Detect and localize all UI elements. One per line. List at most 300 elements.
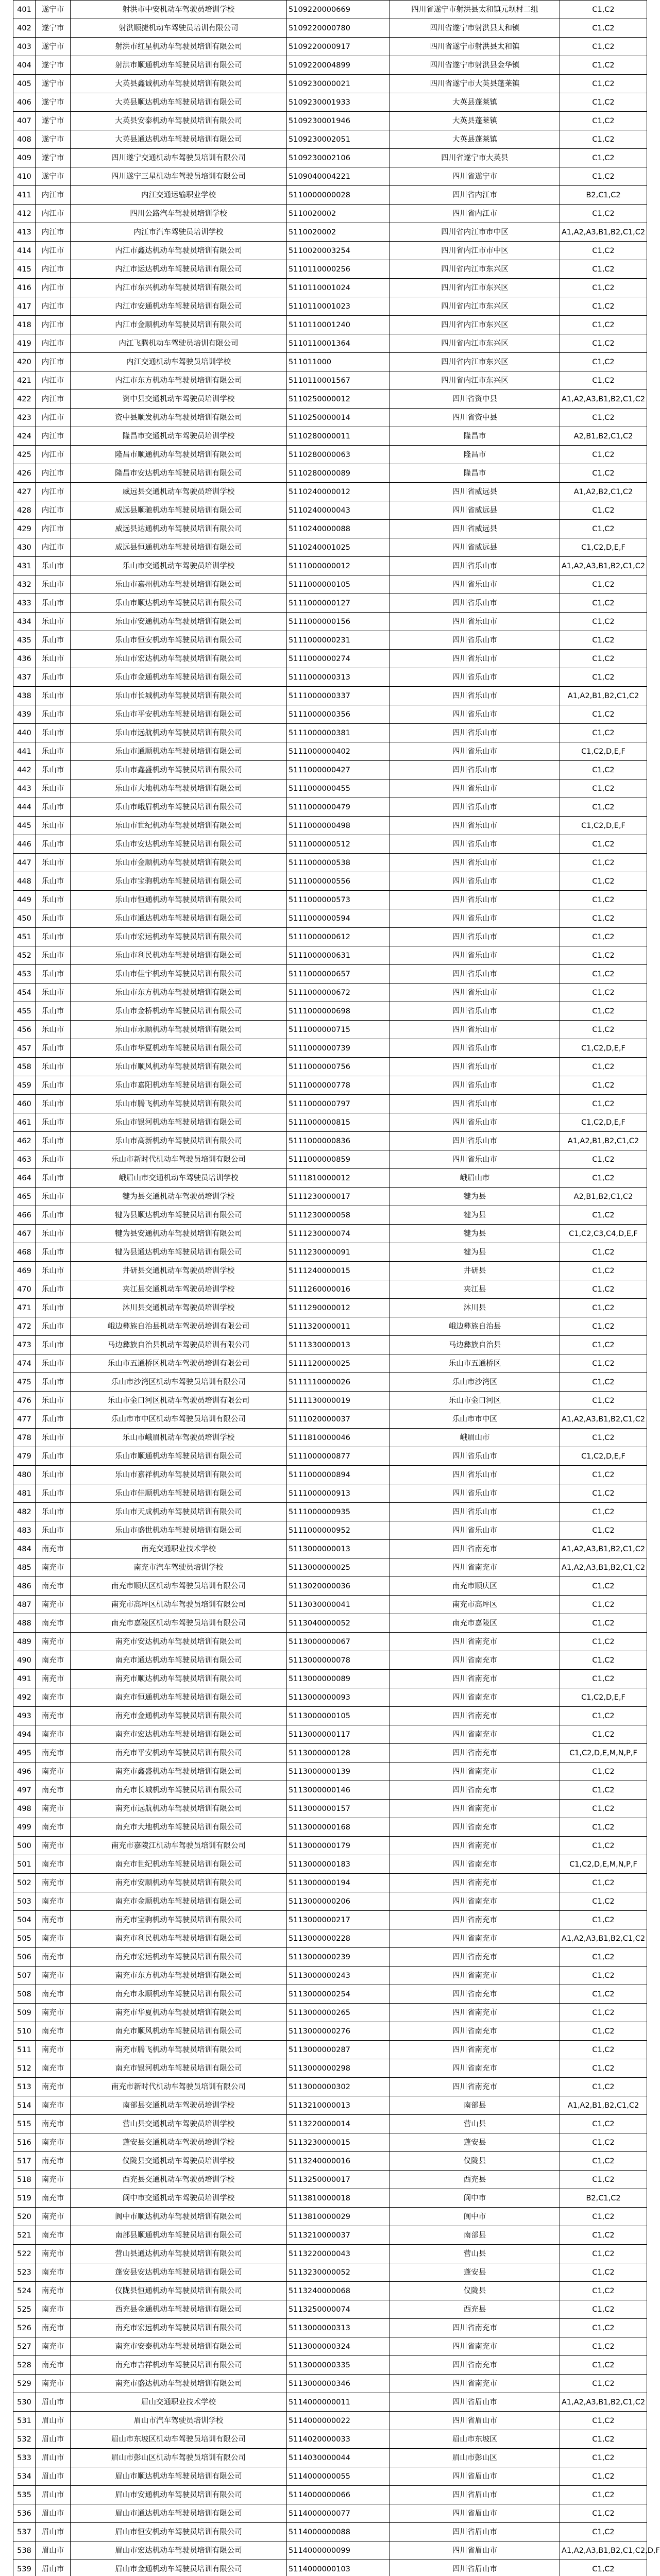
cell-school-name: 峨边彝族自治县机动车驾驶员培训有限公司 — [71, 1317, 287, 1336]
cell-city: 内江市 — [36, 242, 71, 260]
cell-address: 马边彝族自治县 — [390, 1336, 560, 1354]
cell-school-name: 南充市通达机动车驾驶员培训有限公司 — [71, 1651, 287, 1670]
cell-city: 内江市 — [36, 353, 71, 371]
table-row — [13, 2189, 647, 2208]
cell-address: 仪陇县 — [390, 2282, 560, 2300]
cell-city: 南充市 — [36, 2337, 71, 2356]
cell-index: 431 — [13, 557, 36, 575]
table-row — [13, 2041, 647, 2059]
cell-city: 遂宁市 — [36, 19, 71, 38]
table-row — [13, 1967, 647, 1985]
table-row — [13, 631, 647, 650]
cell-index: 416 — [13, 279, 36, 297]
cell-index: 501 — [13, 1855, 36, 1874]
cell-address: 四川省眉山市 — [390, 2412, 560, 2430]
cell-school-name: 犍为县顺达机动车驾驶员培训有限公司 — [71, 1206, 287, 1225]
cell-license-class: C1,C2 — [560, 501, 647, 520]
cell-school-name: 犍为县交通机动车驾驶员培训学校 — [71, 1188, 287, 1206]
cell-index: 490 — [13, 1651, 36, 1670]
cell-license-code: 5113000000194 — [287, 1874, 390, 1892]
cell-license-code: 5110110001240 — [287, 316, 390, 334]
cell-index: 424 — [13, 427, 36, 446]
cell-address: 四川省威远县 — [390, 538, 560, 557]
table-row — [13, 705, 647, 724]
cell-index: 414 — [13, 242, 36, 260]
table-row — [13, 2430, 647, 2449]
cell-license-code: 5110110000256 — [287, 260, 390, 279]
cell-address: 四川省乐山市 — [390, 946, 560, 965]
cell-license-class: C1,C2,D,E,F — [560, 1688, 647, 1707]
cell-address: 四川省乐山市 — [390, 928, 560, 946]
cell-license-class: C1,C2 — [560, 798, 647, 817]
cell-address: 四川省南充市 — [390, 1725, 560, 1744]
cell-school-name: 大英县顺达机动车驾驶员培训有限公司 — [71, 93, 287, 112]
cell-address: 四川省南充市 — [390, 1633, 560, 1651]
cell-license-class: C1,C2 — [560, 260, 647, 279]
cell-city: 乐山市 — [36, 1354, 71, 1373]
table-row — [13, 1002, 647, 1021]
cell-license-class: C1,C2 — [560, 1577, 647, 1596]
table-row — [13, 112, 647, 130]
cell-school-name: 威远县恒通机动车驾驶员培训有限公司 — [71, 538, 287, 557]
table-row — [13, 1188, 647, 1206]
table-row — [13, 742, 647, 761]
cell-license-class: C1,C2,D,E,M,N,P,F — [560, 1744, 647, 1762]
cell-city: 内江市 — [36, 186, 71, 205]
table-row — [13, 1874, 647, 1892]
cell-city: 遂宁市 — [36, 130, 71, 149]
cell-index: 457 — [13, 1039, 36, 1058]
cell-city: 南充市 — [36, 2059, 71, 2078]
cell-school-name: 乐山市金顺机动车驾驶员培训有限公司 — [71, 854, 287, 872]
table-row — [13, 1725, 647, 1744]
cell-school-name: 南充市安泰机动车驾驶员培训有限公司 — [71, 2337, 287, 2356]
cell-license-class: C1,C2 — [560, 205, 647, 223]
cell-license-code: 5114030000044 — [287, 2449, 390, 2467]
cell-address: 四川省眉山市 — [390, 2486, 560, 2504]
cell-license-code: 5111000000859 — [287, 1150, 390, 1169]
cell-address: 四川省南充市 — [390, 2356, 560, 2375]
cell-city: 乐山市 — [36, 1317, 71, 1336]
cell-license-class: C1,C2 — [560, 1243, 647, 1262]
cell-index: 482 — [13, 1503, 36, 1521]
cell-school-name: 乐山市大地机动车驾驶员培训有限公司 — [71, 779, 287, 798]
cell-license-class: C1,C2 — [560, 2282, 647, 2300]
cell-index: 477 — [13, 1410, 36, 1429]
table-row — [13, 2133, 647, 2152]
cell-school-name: 南充市鑫盛机动车驾驶员培训有限公司 — [71, 1762, 287, 1781]
cell-license-class: C1,C2 — [560, 130, 647, 149]
cell-license-class: C1,C2 — [560, 575, 647, 594]
cell-school-name: 乐山市金口河区机动车驾驶员培训有限公司 — [71, 1392, 287, 1410]
cell-license-code: 5111000000612 — [287, 928, 390, 946]
cell-license-class: C1,C2 — [560, 965, 647, 984]
cell-license-code: 5113000000157 — [287, 1800, 390, 1818]
cell-license-code: 5110280000063 — [287, 446, 390, 464]
cell-license-code: 5111000000538 — [287, 854, 390, 872]
cell-address: 四川省乐山市 — [390, 854, 560, 872]
cell-school-name: 南充市华夏机动车驾驶员培训有限公司 — [71, 2004, 287, 2022]
cell-city: 内江市 — [36, 205, 71, 223]
cell-license-code: 5114000000103 — [287, 2560, 390, 2576]
cell-index: 492 — [13, 1688, 36, 1707]
cell-license-code: 5111000000012 — [287, 557, 390, 575]
cell-city: 乐山市 — [36, 650, 71, 668]
cell-address: 四川省南充市 — [390, 1911, 560, 1929]
cell-index: 522 — [13, 2245, 36, 2263]
cell-license-code: 5111000000739 — [287, 1039, 390, 1058]
cell-address: 四川省南充市 — [390, 2041, 560, 2059]
cell-index: 428 — [13, 501, 36, 520]
cell-address: 四川省南充市 — [390, 1855, 560, 1874]
table-row — [13, 242, 647, 260]
cell-address: 四川省南充市 — [390, 2319, 560, 2337]
cell-school-name: 乐山市顺达机动车驾驶员培训有限公司 — [71, 594, 287, 613]
cell-city: 南充市 — [36, 1837, 71, 1855]
cell-license-class: C1,C2 — [560, 2245, 647, 2263]
cell-city: 乐山市 — [36, 1150, 71, 1169]
table-row — [13, 2412, 647, 2430]
cell-address: 四川省乐山市 — [390, 872, 560, 891]
table-row — [13, 594, 647, 613]
cell-city: 内江市 — [36, 223, 71, 242]
cell-city: 乐山市 — [36, 1039, 71, 1058]
cell-license-code: 5111230000058 — [287, 1206, 390, 1225]
cell-city: 乐山市 — [36, 1392, 71, 1410]
cell-city: 内江市 — [36, 520, 71, 538]
cell-address: 四川省南充市 — [390, 2337, 560, 2356]
cell-license-class: C1,C2 — [560, 464, 647, 483]
cell-license-class: A1,A2,A3,B1,B2,C1,C2 — [560, 1540, 647, 1558]
cell-address: 四川省眉山市 — [390, 2560, 560, 2576]
cell-license-code: 5113000000089 — [287, 1670, 390, 1688]
table-row — [13, 223, 647, 242]
cell-city: 内江市 — [36, 279, 71, 297]
cell-school-name: 乐山市长城机动车驾驶员培训有限公司 — [71, 687, 287, 705]
cell-address: 大英县蓬莱镇 — [390, 112, 560, 130]
cell-address: 沐川县 — [390, 1299, 560, 1317]
cell-index: 455 — [13, 1002, 36, 1021]
cell-city: 南充市 — [36, 1707, 71, 1725]
cell-school-name: 乐山市鑫盛机动车驾驶员培训有限公司 — [71, 761, 287, 779]
cell-school-name: 隆昌市交通机动车驾驶员培训学校 — [71, 427, 287, 446]
cell-license-class: C1,C2 — [560, 2133, 647, 2152]
cell-address: 四川省内江市东兴区 — [390, 297, 560, 316]
cell-index: 491 — [13, 1670, 36, 1688]
cell-license-code: 5113000000239 — [287, 1948, 390, 1967]
cell-license-class: C1,C2 — [560, 1633, 647, 1651]
cell-city: 南充市 — [36, 1651, 71, 1670]
cell-license-code: 5111020000037 — [287, 1410, 390, 1429]
table-row — [13, 928, 647, 946]
cell-license-code: 5111230000074 — [287, 1225, 390, 1243]
cell-license-class: C1,C2 — [560, 1651, 647, 1670]
cell-license-code: 5114000000066 — [287, 2486, 390, 2504]
cell-index: 426 — [13, 464, 36, 483]
table-row — [13, 2486, 647, 2504]
table-row — [13, 1521, 647, 1540]
cell-index: 524 — [13, 2282, 36, 2300]
cell-index: 509 — [13, 2004, 36, 2022]
cell-school-name: 犍为县安通机动车驾驶员培训有限公司 — [71, 1225, 287, 1243]
table-row — [13, 2337, 647, 2356]
table-row — [13, 2208, 647, 2226]
cell-school-name: 眉山市东坡区机动车驾驶员培训有限公司 — [71, 2430, 287, 2449]
cell-license-class: C1,C2 — [560, 779, 647, 798]
cell-address: 四川省内江市市中区 — [390, 223, 560, 242]
table-row — [13, 1225, 647, 1243]
cell-school-name: 蓬安县安达机动车驾驶员培训有限公司 — [71, 2263, 287, 2282]
cell-address: 隆昌市 — [390, 464, 560, 483]
cell-city: 乐山市 — [36, 742, 71, 761]
table-row — [13, 409, 647, 427]
cell-school-name: 乐山市嘉祥机动车驾驶员培训有限公司 — [71, 1466, 287, 1484]
cell-address: 四川省遂宁市射洪县太和镇 — [390, 38, 560, 56]
cell-city: 眉山市 — [36, 2449, 71, 2467]
cell-license-class: C1,C2 — [560, 1262, 647, 1280]
cell-school-name: 南充市利民机动车驾驶员培训有限公司 — [71, 1929, 287, 1948]
cell-index: 483 — [13, 1521, 36, 1540]
cell-index: 530 — [13, 2393, 36, 2412]
cell-license-code: 5111000000815 — [287, 1113, 390, 1132]
cell-school-name: 乐山市天成机动车驾驶员培训有限公司 — [71, 1503, 287, 1521]
cell-license-code: 5113000000139 — [287, 1762, 390, 1781]
cell-school-name: 乐山市盛世机动车驾驶员培训有限公司 — [71, 1521, 287, 1540]
cell-license-class: C1,C2 — [560, 984, 647, 1002]
cell-city: 遂宁市 — [36, 1, 71, 19]
cell-license-code: 5111000000498 — [287, 817, 390, 835]
cell-license-class: C1,C2 — [560, 1150, 647, 1169]
cell-license-code: 5113220000014 — [287, 2115, 390, 2133]
cell-school-name: 射洪市红星机动车驾驶员培训有限公司 — [71, 38, 287, 56]
cell-city: 乐山市 — [36, 1262, 71, 1280]
cell-license-class: C1,C2 — [560, 297, 647, 316]
cell-school-name: 南充市安达机动车驾驶员培训有限公司 — [71, 1633, 287, 1651]
table-row — [13, 186, 647, 205]
cell-city: 乐山市 — [36, 798, 71, 817]
table-row — [13, 1113, 647, 1132]
cell-city: 南充市 — [36, 2319, 71, 2337]
table-row — [13, 538, 647, 557]
table-row — [13, 1503, 647, 1521]
cell-address: 四川省南充市 — [390, 2375, 560, 2393]
cell-school-name: 南充市汽车驾驶员培训学校 — [71, 1558, 287, 1577]
cell-school-name: 南充市嘉陵区机动车驾驶员培训有限公司 — [71, 1614, 287, 1633]
cell-license-code: 5113230000015 — [287, 2133, 390, 2152]
cell-city: 南充市 — [36, 1744, 71, 1762]
cell-school-name: 乐山市安通机动车驾驶员培训有限公司 — [71, 613, 287, 631]
table-row — [13, 149, 647, 167]
cell-license-code: 5113810000029 — [287, 2208, 390, 2226]
cell-city: 内江市 — [36, 501, 71, 520]
cell-license-class: C1,C2 — [560, 761, 647, 779]
cell-city: 南充市 — [36, 1614, 71, 1633]
cell-school-name: 乐山市银河机动车驾驶员培训有限公司 — [71, 1113, 287, 1132]
table-row — [13, 1633, 647, 1651]
cell-address: 四川省乐山市 — [390, 1095, 560, 1113]
cell-license-code: 5113230000052 — [287, 2263, 390, 2282]
cell-school-name: 乐山市顺通机动车驾驶员培训有限公司 — [71, 1447, 287, 1466]
cell-license-class: C1,C2 — [560, 1837, 647, 1855]
cell-license-class: C1,C2 — [560, 1670, 647, 1688]
cell-license-class: C1,C2 — [560, 2356, 647, 2375]
cell-school-name: 乐山市金桥机动车驾驶员培训有限公司 — [71, 1002, 287, 1021]
cell-city: 乐山市 — [36, 891, 71, 909]
cell-license-code: 5113000000243 — [287, 1967, 390, 1985]
cell-city: 乐山市 — [36, 631, 71, 650]
cell-city: 乐山市 — [36, 1410, 71, 1429]
cell-index: 510 — [13, 2022, 36, 2041]
cell-license-code: 5111000000672 — [287, 984, 390, 1002]
cell-license-class: C1,C2 — [560, 1503, 647, 1521]
table-row — [13, 1447, 647, 1466]
table-row — [13, 650, 647, 668]
cell-address: 四川省内江市东兴区 — [390, 353, 560, 371]
cell-license-class: C1,C2,D,E,F — [560, 1039, 647, 1058]
cell-city: 乐山市 — [36, 1447, 71, 1466]
cell-school-name: 乐山市新时代机动车驾驶员培训有限公司 — [71, 1150, 287, 1169]
cell-city: 内江市 — [36, 316, 71, 334]
cell-address: 西充县 — [390, 2300, 560, 2319]
cell-school-name: 乐山市安达机动车驾驶员培训有限公司 — [71, 835, 287, 854]
table-row — [13, 613, 647, 631]
cell-license-code: 5113000000117 — [287, 1725, 390, 1744]
cell-address: 南充市嘉陵区 — [390, 1614, 560, 1633]
cell-city: 内江市 — [36, 260, 71, 279]
cell-index: 535 — [13, 2486, 36, 2504]
table-row — [13, 1929, 647, 1948]
cell-address: 南部县 — [390, 2226, 560, 2245]
cell-license-code: 5110110001567 — [287, 371, 390, 390]
cell-school-name: 乐山市市中区机动车驾驶员培训有限公司 — [71, 1410, 287, 1429]
cell-address: 四川省乐山市 — [390, 891, 560, 909]
cell-license-class: C1,C2 — [560, 1614, 647, 1633]
cell-address: 四川省乐山市 — [390, 798, 560, 817]
cell-license-code: 5111240000015 — [287, 1262, 390, 1280]
cell-city: 乐山市 — [36, 984, 71, 1002]
cell-address: 四川省南充市 — [390, 1800, 560, 1818]
cell-license-class: C1,C2 — [560, 1317, 647, 1336]
cell-index: 434 — [13, 613, 36, 631]
cell-address: 四川省乐山市 — [390, 1150, 560, 1169]
cell-index: 444 — [13, 798, 36, 817]
cell-address: 南部县 — [390, 2096, 560, 2115]
table-row — [13, 1021, 647, 1039]
cell-license-code: 5113000000013 — [287, 1540, 390, 1558]
table-row — [13, 2226, 647, 2245]
cell-index: 458 — [13, 1058, 36, 1076]
cell-license-class: C1,C2 — [560, 2004, 647, 2022]
cell-index: 523 — [13, 2263, 36, 2282]
cell-index: 461 — [13, 1113, 36, 1132]
table-row — [13, 38, 647, 56]
cell-city: 内江市 — [36, 334, 71, 353]
table-row — [13, 1076, 647, 1095]
cell-city: 南充市 — [36, 1762, 71, 1781]
cell-license-class: C1,C2 — [560, 2337, 647, 2356]
cell-license-class: C1,C2 — [560, 1781, 647, 1800]
cell-school-name: 眉山市安通机动车驾驶员培训有限公司 — [71, 2486, 287, 2504]
cell-school-name: 乐山市远航机动车驾驶员培训有限公司 — [71, 724, 287, 742]
table-row — [13, 1095, 647, 1113]
cell-license-code: 5114000000055 — [287, 2467, 390, 2486]
cell-address: 营山县 — [390, 2245, 560, 2263]
cell-school-name: 四川公路汽车驾驶员培训学校 — [71, 205, 287, 223]
cell-school-name: 南部县顺通机动车驾驶员培训有限公司 — [71, 2226, 287, 2245]
cell-address: 蓬安县 — [390, 2263, 560, 2282]
cell-city: 内江市 — [36, 483, 71, 501]
cell-address: 大英县蓬莱镇 — [390, 130, 560, 149]
cell-school-name: 南充市平安机动车驾驶员培训有限公司 — [71, 1744, 287, 1762]
cell-index: 533 — [13, 2449, 36, 2467]
table-row — [13, 1280, 647, 1299]
cell-index: 476 — [13, 1392, 36, 1410]
cell-index: 448 — [13, 872, 36, 891]
cell-license-code: 5111000000402 — [287, 742, 390, 761]
table-row — [13, 2467, 647, 2486]
cell-school-name: 南充市世纪机动车驾驶员培训有限公司 — [71, 1855, 287, 1874]
cell-index: 417 — [13, 297, 36, 316]
cell-license-code: 5113030000041 — [287, 1596, 390, 1614]
cell-address: 四川省遂宁市大英县 — [390, 149, 560, 167]
cell-address: 四川省乐山市 — [390, 687, 560, 705]
cell-city: 南充市 — [36, 2041, 71, 2059]
cell-city: 乐山市 — [36, 965, 71, 984]
cell-school-name: 大英县鑫诚机动车驾驶员培训有限公司 — [71, 75, 287, 93]
cell-license-class: C1,C2 — [560, 1076, 647, 1095]
cell-city: 南充市 — [36, 1688, 71, 1707]
table-row — [13, 205, 647, 223]
cell-license-code: 5111000000427 — [287, 761, 390, 779]
cell-city: 乐山市 — [36, 1299, 71, 1317]
cell-address: 四川省南充市 — [390, 1892, 560, 1911]
cell-address: 四川省乐山市 — [390, 1021, 560, 1039]
cell-license-code: 5110110001364 — [287, 334, 390, 353]
cell-license-class: C1,C2 — [560, 2171, 647, 2189]
cell-city: 南充市 — [36, 1948, 71, 1967]
cell-address: 峨边彝族自治县 — [390, 1317, 560, 1336]
table-row — [13, 817, 647, 835]
cell-index: 539 — [13, 2560, 36, 2576]
table-row — [13, 390, 647, 409]
cell-school-name: 乐山市东方机动车驾驶员培训有限公司 — [71, 984, 287, 1002]
cell-city: 乐山市 — [36, 724, 71, 742]
cell-school-name: 乐山市沙湾区机动车驾驶员培训有限公司 — [71, 1373, 287, 1392]
cell-address: 四川省内江市东兴区 — [390, 316, 560, 334]
table-row — [13, 668, 647, 687]
cell-city: 南充市 — [36, 2356, 71, 2375]
cell-city: 内江市 — [36, 446, 71, 464]
cell-index: 503 — [13, 1892, 36, 1911]
cell-city: 乐山市 — [36, 1076, 71, 1095]
cell-city: 南充市 — [36, 1985, 71, 2004]
cell-school-name: 南充市银河机动车驾驶员培训有限公司 — [71, 2059, 287, 2078]
cell-license-class: C1,C2 — [560, 2430, 647, 2449]
cell-license-class: C1,C2 — [560, 1892, 647, 1911]
cell-address: 阆中市 — [390, 2208, 560, 2226]
table-row — [13, 1558, 647, 1577]
cell-address: 四川省南充市 — [390, 1744, 560, 1762]
cell-city: 南充市 — [36, 1967, 71, 1985]
cell-index: 411 — [13, 186, 36, 205]
cell-school-name: 大英县安泰机动车驾驶员培训有限公司 — [71, 112, 287, 130]
cell-license-class: C1,C2 — [560, 2504, 647, 2523]
cell-index: 494 — [13, 1725, 36, 1744]
cell-city: 遂宁市 — [36, 38, 71, 56]
cell-city: 眉山市 — [36, 2467, 71, 2486]
cell-city: 乐山市 — [36, 1466, 71, 1484]
cell-license-code: 5111000000715 — [287, 1021, 390, 1039]
